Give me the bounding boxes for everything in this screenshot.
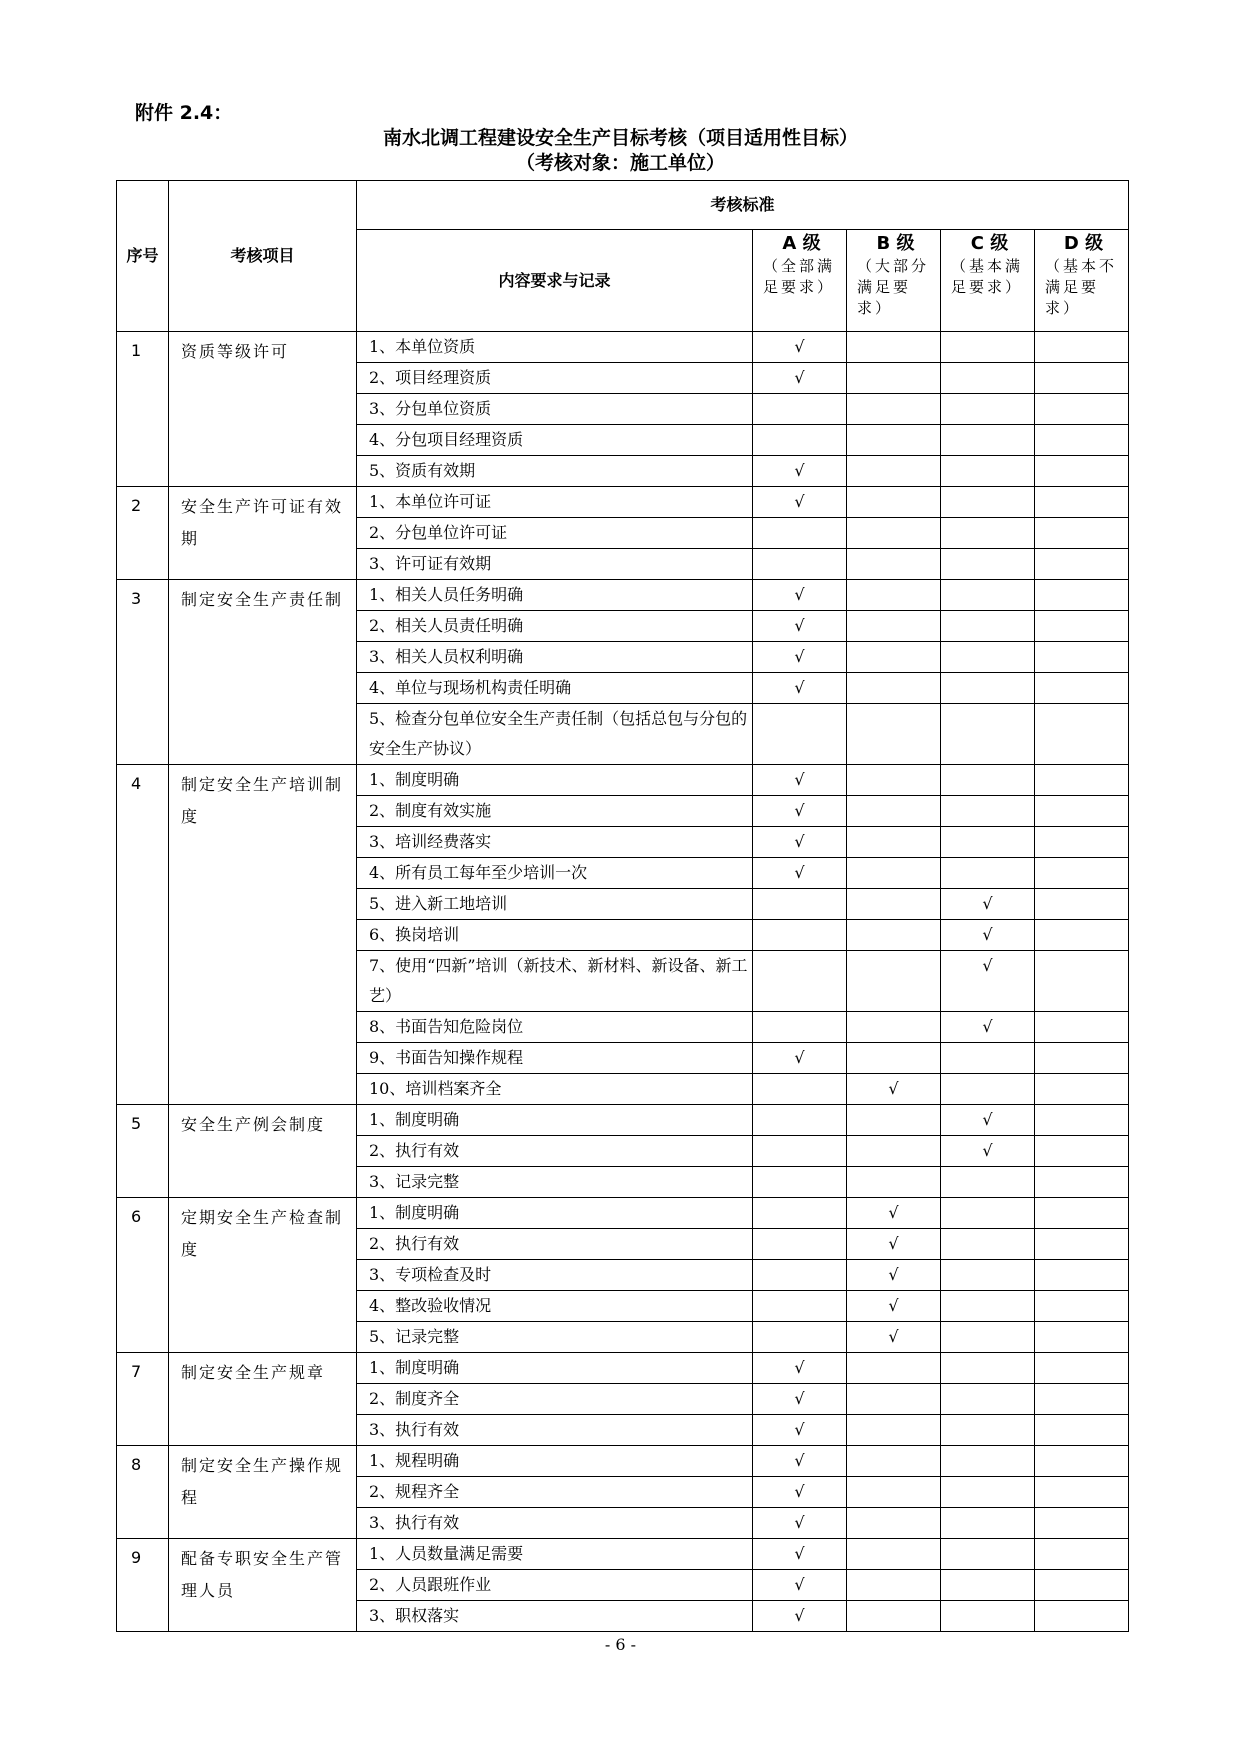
content-requirement: 3、执行有效 <box>357 1508 753 1539</box>
grade-c-cell <box>941 611 1035 642</box>
grade-a-cell <box>753 394 847 425</box>
grade-b-cell <box>847 1539 941 1570</box>
grade-d-cell <box>1035 1508 1129 1539</box>
content-requirement: 1、规程明确 <box>357 1446 753 1477</box>
grade-c-cell <box>941 827 1035 858</box>
grade-c-cell <box>941 1353 1035 1384</box>
grade-c-cell <box>941 363 1035 394</box>
assessment-item: 制定安全生产责任制 <box>169 580 357 765</box>
grade-b-cell <box>847 1260 941 1291</box>
grade-b-cell <box>847 1384 941 1415</box>
attachment-label: 附件 2.4： <box>135 102 233 124</box>
table-row <box>117 580 1129 611</box>
table-row <box>117 1446 1129 1477</box>
grade-a-cell <box>753 1229 847 1260</box>
grade-desc: （大部分满足要求） <box>857 257 930 317</box>
content-requirement: 5、资质有效期 <box>357 456 753 487</box>
check-mark-icon: √ <box>794 1482 805 1501</box>
grade-c-cell <box>941 1291 1035 1322</box>
grade-a-cell <box>753 1384 847 1415</box>
content-requirement: 8、书面告知危险岗位 <box>357 1012 753 1043</box>
check-mark-icon: √ <box>794 863 805 882</box>
content-requirement: 1、本单位资质 <box>357 332 753 363</box>
check-mark-icon: √ <box>888 1079 899 1098</box>
grade-c-cell <box>941 1074 1035 1105</box>
check-mark-icon: √ <box>794 647 805 666</box>
grade-a-cell <box>753 1508 847 1539</box>
grade-a-cell <box>753 1353 847 1384</box>
table-row <box>117 1539 1129 1570</box>
grade-name: A 级 <box>782 233 821 254</box>
check-mark-icon: √ <box>794 1575 805 1594</box>
grade-desc: （全部满足要求） <box>763 257 836 296</box>
check-mark-icon: √ <box>794 1544 805 1563</box>
assessment-item: 安全生产许可证有效期 <box>169 487 357 580</box>
check-mark-icon: √ <box>982 894 993 913</box>
grade-c-cell <box>941 1446 1035 1477</box>
assessment-item: 配备专职安全生产管理人员 <box>169 1539 357 1632</box>
grade-b-cell <box>847 1508 941 1539</box>
grade-c-cell <box>941 1570 1035 1601</box>
grade-a-cell <box>753 549 847 580</box>
grade-a-cell <box>753 1074 847 1105</box>
grade-c-cell <box>941 796 1035 827</box>
grade-a-cell <box>753 704 847 765</box>
grade-b-cell <box>847 1477 941 1508</box>
content-requirement: 3、专项检查及时 <box>357 1260 753 1291</box>
grade-b-cell <box>847 394 941 425</box>
grade-d-cell <box>1035 1291 1129 1322</box>
grade-c-cell <box>941 673 1035 704</box>
grade-c-cell <box>941 1229 1035 1260</box>
grade-b-cell <box>847 673 941 704</box>
grade-a-cell <box>753 1415 847 1446</box>
grade-a-cell <box>753 920 847 951</box>
grade-b-cell <box>847 920 941 951</box>
check-mark-icon: √ <box>888 1265 899 1284</box>
row-seq: 9 <box>117 1539 169 1632</box>
row-seq: 8 <box>117 1446 169 1539</box>
grade-c-cell <box>941 1198 1035 1229</box>
content-requirement: 6、换岗培训 <box>357 920 753 951</box>
content-requirement: 4、所有员工每年至少培训一次 <box>357 858 753 889</box>
assessment-item: 资质等级许可 <box>169 332 357 487</box>
check-mark-icon: √ <box>794 1358 805 1377</box>
check-mark-icon: √ <box>982 956 993 975</box>
grade-a-cell <box>753 1012 847 1043</box>
content-requirement: 3、分包单位资质 <box>357 394 753 425</box>
assessment-item: 制定安全生产培训制度 <box>169 765 357 1105</box>
content-requirement: 3、相关人员权利明确 <box>357 642 753 673</box>
grade-d-cell <box>1035 704 1129 765</box>
grade-c-cell <box>941 1043 1035 1074</box>
grade-c-cell <box>941 1477 1035 1508</box>
grade-a-cell <box>753 1539 847 1570</box>
table-row <box>117 332 1129 363</box>
content-requirement: 5、记录完整 <box>357 1322 753 1353</box>
content-requirement: 3、记录完整 <box>357 1167 753 1198</box>
grade-d-cell <box>1035 425 1129 456</box>
grade-b-cell <box>847 827 941 858</box>
table-row <box>117 1198 1129 1229</box>
grade-b-cell <box>847 1167 941 1198</box>
grade-b-cell <box>847 332 941 363</box>
table-row <box>117 765 1129 796</box>
grade-b-cell <box>847 1198 941 1229</box>
grade-d-cell <box>1035 1415 1129 1446</box>
grade-a-cell <box>753 827 847 858</box>
grade-d-cell <box>1035 642 1129 673</box>
grade-d-cell <box>1035 487 1129 518</box>
grade-d-cell <box>1035 920 1129 951</box>
grade-a-cell <box>753 332 847 363</box>
grade-d-cell <box>1035 1229 1129 1260</box>
header-grade-b <box>847 230 941 332</box>
grade-d-cell <box>1035 1198 1129 1229</box>
grade-a-cell <box>753 1601 847 1632</box>
grade-d-cell <box>1035 796 1129 827</box>
grade-b-cell <box>847 456 941 487</box>
grade-d-cell <box>1035 1167 1129 1198</box>
document-title: 南水北调工程建设安全生产目标考核（项目适用性目标） <box>382 127 858 149</box>
grade-b-cell <box>847 1105 941 1136</box>
check-mark-icon: √ <box>794 368 805 387</box>
grade-c-cell <box>941 1012 1035 1043</box>
grade-b-cell <box>847 363 941 394</box>
content-requirement: 1、制度明确 <box>357 1353 753 1384</box>
header-grade-c <box>941 230 1035 332</box>
check-mark-icon: √ <box>794 585 805 604</box>
check-mark-icon: √ <box>794 1420 805 1439</box>
grade-name: B 级 <box>876 233 915 254</box>
content-requirement: 3、执行有效 <box>357 1415 753 1446</box>
grade-c-cell <box>941 858 1035 889</box>
grade-d-cell <box>1035 1012 1129 1043</box>
grade-d-cell <box>1035 363 1129 394</box>
content-requirement: 2、执行有效 <box>357 1229 753 1260</box>
grade-a-cell <box>753 1477 847 1508</box>
check-mark-icon: √ <box>794 492 805 511</box>
grade-d-cell <box>1035 951 1129 1012</box>
content-requirement: 2、相关人员责任明确 <box>357 611 753 642</box>
grade-b-cell <box>847 796 941 827</box>
check-mark-icon: √ <box>982 1141 993 1160</box>
grade-c-cell <box>941 456 1035 487</box>
page-number: - 6 - <box>604 1635 637 1654</box>
grade-c-cell <box>941 394 1035 425</box>
grade-a-cell <box>753 1167 847 1198</box>
grade-c-cell <box>941 1539 1035 1570</box>
grade-b-cell <box>847 487 941 518</box>
grade-b-cell <box>847 858 941 889</box>
grade-c-cell <box>941 1508 1035 1539</box>
grade-b-cell <box>847 1601 941 1632</box>
grade-c-cell <box>941 1105 1035 1136</box>
grade-b-cell <box>847 765 941 796</box>
row-seq: 3 <box>117 580 169 765</box>
check-mark-icon: √ <box>794 337 805 356</box>
grade-b-cell <box>847 1012 941 1043</box>
grade-d-cell <box>1035 1446 1129 1477</box>
grade-c-cell <box>941 1167 1035 1198</box>
grade-c-cell <box>941 1415 1035 1446</box>
check-mark-icon: √ <box>982 1017 993 1036</box>
grade-a-cell <box>753 889 847 920</box>
row-seq: 5 <box>117 1105 169 1198</box>
grade-b-cell <box>847 1074 941 1105</box>
content-requirement: 1、本单位许可证 <box>357 487 753 518</box>
grade-c-cell <box>941 1601 1035 1632</box>
grade-b-cell <box>847 1446 941 1477</box>
grade-b-cell <box>847 1136 941 1167</box>
grade-a-cell <box>753 518 847 549</box>
content-requirement: 2、项目经理资质 <box>357 363 753 394</box>
content-requirement: 2、人员跟班作业 <box>357 1570 753 1601</box>
grade-b-cell <box>847 704 941 765</box>
grade-c-cell <box>941 332 1035 363</box>
check-mark-icon: √ <box>794 678 805 697</box>
grade-c-cell <box>941 951 1035 1012</box>
content-requirement: 1、相关人员任务明确 <box>357 580 753 611</box>
assessment-item: 制定安全生产操作规程 <box>169 1446 357 1539</box>
grade-d-cell <box>1035 1043 1129 1074</box>
grade-a-cell <box>753 765 847 796</box>
grade-a-cell <box>753 642 847 673</box>
grade-d-cell <box>1035 1322 1129 1353</box>
content-requirement: 2、规程齐全 <box>357 1477 753 1508</box>
content-requirement: 2、制度有效实施 <box>357 796 753 827</box>
header-standard: 考核标准 <box>357 181 1129 230</box>
table-row <box>117 1353 1129 1384</box>
grade-d-cell <box>1035 1353 1129 1384</box>
grade-c-cell <box>941 704 1035 765</box>
grade-desc: （基本满足要求） <box>951 257 1024 296</box>
content-requirement: 2、分包单位许可证 <box>357 518 753 549</box>
grade-d-cell <box>1035 858 1129 889</box>
grade-b-cell <box>847 1415 941 1446</box>
grade-d-cell <box>1035 765 1129 796</box>
content-requirement: 2、执行有效 <box>357 1136 753 1167</box>
grade-c-cell <box>941 642 1035 673</box>
check-mark-icon: √ <box>794 770 805 789</box>
grade-a-cell <box>753 1322 847 1353</box>
grade-a-cell <box>753 1291 847 1322</box>
grade-c-cell <box>941 487 1035 518</box>
content-requirement: 10、培训档案齐全 <box>357 1074 753 1105</box>
grade-name: C 级 <box>970 233 1009 254</box>
content-requirement: 7、使用“四新”培训（新技术、新材料、新设备、新工艺） <box>357 951 753 1012</box>
grade-d-cell <box>1035 673 1129 704</box>
check-mark-icon: √ <box>794 461 805 480</box>
grade-b-cell <box>847 518 941 549</box>
grade-d-cell <box>1035 889 1129 920</box>
grade-d-cell <box>1035 1136 1129 1167</box>
grade-c-cell <box>941 1384 1035 1415</box>
grade-a-cell <box>753 951 847 1012</box>
check-mark-icon: √ <box>982 925 993 944</box>
grade-c-cell <box>941 580 1035 611</box>
grade-b-cell <box>847 1043 941 1074</box>
grade-d-cell <box>1035 1601 1129 1632</box>
grade-d-cell <box>1035 1074 1129 1105</box>
grade-c-cell <box>941 920 1035 951</box>
table-row <box>117 1105 1129 1136</box>
grade-a-cell <box>753 1043 847 1074</box>
grade-c-cell <box>941 889 1035 920</box>
grade-c-cell <box>941 1136 1035 1167</box>
content-requirement: 3、职权落实 <box>357 1601 753 1632</box>
check-mark-icon: √ <box>794 1048 805 1067</box>
content-requirement: 5、进入新工地培训 <box>357 889 753 920</box>
grade-a-cell <box>753 796 847 827</box>
grade-a-cell <box>753 858 847 889</box>
grade-d-cell <box>1035 611 1129 642</box>
grade-a-cell <box>753 456 847 487</box>
grade-b-cell <box>847 951 941 1012</box>
header-grade-a <box>753 230 847 332</box>
grade-b-cell <box>847 1322 941 1353</box>
check-mark-icon: √ <box>794 1606 805 1625</box>
grade-d-cell <box>1035 332 1129 363</box>
grade-b-cell <box>847 580 941 611</box>
table-row <box>117 487 1129 518</box>
grade-b-cell <box>847 549 941 580</box>
grade-desc: （基本不满足要求） <box>1045 257 1118 317</box>
content-requirement: 9、书面告知操作规程 <box>357 1043 753 1074</box>
grade-b-cell <box>847 1353 941 1384</box>
grade-b-cell <box>847 642 941 673</box>
content-requirement: 4、整改验收情况 <box>357 1291 753 1322</box>
grade-b-cell <box>847 1291 941 1322</box>
check-mark-icon: √ <box>888 1327 899 1346</box>
content-requirement: 1、制度明确 <box>357 1105 753 1136</box>
grade-a-cell <box>753 1136 847 1167</box>
grade-b-cell <box>847 1229 941 1260</box>
check-mark-icon: √ <box>982 1110 993 1129</box>
document-subtitle: （考核对象：施工单位） <box>515 152 725 174</box>
header-seq: 序号 <box>117 181 169 332</box>
row-seq: 4 <box>117 765 169 1105</box>
grade-a-cell <box>753 673 847 704</box>
check-mark-icon: √ <box>888 1234 899 1253</box>
grade-d-cell <box>1035 1477 1129 1508</box>
content-requirement: 5、检查分包单位安全生产责任制（包括总包与分包的安全生产协议） <box>357 704 753 765</box>
check-mark-icon: √ <box>794 1451 805 1470</box>
grade-c-cell <box>941 549 1035 580</box>
grade-d-cell <box>1035 827 1129 858</box>
grade-d-cell <box>1035 518 1129 549</box>
grade-d-cell <box>1035 1384 1129 1415</box>
grade-d-cell <box>1035 1105 1129 1136</box>
content-requirement: 4、单位与现场机构责任明确 <box>357 673 753 704</box>
assessment-item: 安全生产例会制度 <box>169 1105 357 1198</box>
row-seq: 1 <box>117 332 169 487</box>
check-mark-icon: √ <box>794 801 805 820</box>
grade-a-cell <box>753 425 847 456</box>
grade-a-cell <box>753 580 847 611</box>
check-mark-icon: √ <box>888 1296 899 1315</box>
grade-b-cell <box>847 1570 941 1601</box>
grade-c-cell <box>941 425 1035 456</box>
grade-c-cell <box>941 518 1035 549</box>
header-item: 考核项目 <box>169 181 357 332</box>
assessment-item: 定期安全生产检查制度 <box>169 1198 357 1353</box>
grade-a-cell <box>753 611 847 642</box>
header-content: 内容要求与记录 <box>357 230 753 332</box>
grade-a-cell <box>753 1446 847 1477</box>
content-requirement: 2、制度齐全 <box>357 1384 753 1415</box>
grade-d-cell <box>1035 549 1129 580</box>
content-requirement: 1、制度明确 <box>357 765 753 796</box>
grade-a-cell <box>753 1198 847 1229</box>
grade-d-cell <box>1035 456 1129 487</box>
check-mark-icon: √ <box>794 832 805 851</box>
grade-d-cell <box>1035 1570 1129 1601</box>
grade-a-cell <box>753 1570 847 1601</box>
row-seq: 7 <box>117 1353 169 1446</box>
grade-a-cell <box>753 1260 847 1291</box>
grade-b-cell <box>847 425 941 456</box>
header-grade-d <box>1035 230 1129 332</box>
grade-c-cell <box>941 765 1035 796</box>
row-seq: 2 <box>117 487 169 580</box>
assessment-table <box>116 180 1129 1632</box>
grade-b-cell <box>847 889 941 920</box>
grade-d-cell <box>1035 394 1129 425</box>
check-mark-icon: √ <box>888 1203 899 1222</box>
assessment-item: 制定安全生产规章 <box>169 1353 357 1446</box>
grade-d-cell <box>1035 580 1129 611</box>
content-requirement: 1、制度明确 <box>357 1198 753 1229</box>
grade-d-cell <box>1035 1539 1129 1570</box>
grade-a-cell <box>753 363 847 394</box>
check-mark-icon: √ <box>794 1513 805 1532</box>
content-requirement: 3、许可证有效期 <box>357 549 753 580</box>
grade-d-cell <box>1035 1260 1129 1291</box>
grade-c-cell <box>941 1260 1035 1291</box>
grade-name: D 级 <box>1063 233 1104 254</box>
content-requirement: 4、分包项目经理资质 <box>357 425 753 456</box>
row-seq: 6 <box>117 1198 169 1353</box>
grade-b-cell <box>847 611 941 642</box>
check-mark-icon: √ <box>794 616 805 635</box>
content-requirement: 3、培训经费落实 <box>357 827 753 858</box>
content-requirement: 1、人员数量满足需要 <box>357 1539 753 1570</box>
grade-a-cell <box>753 487 847 518</box>
grade-a-cell <box>753 1105 847 1136</box>
check-mark-icon: √ <box>794 1389 805 1408</box>
grade-c-cell <box>941 1322 1035 1353</box>
